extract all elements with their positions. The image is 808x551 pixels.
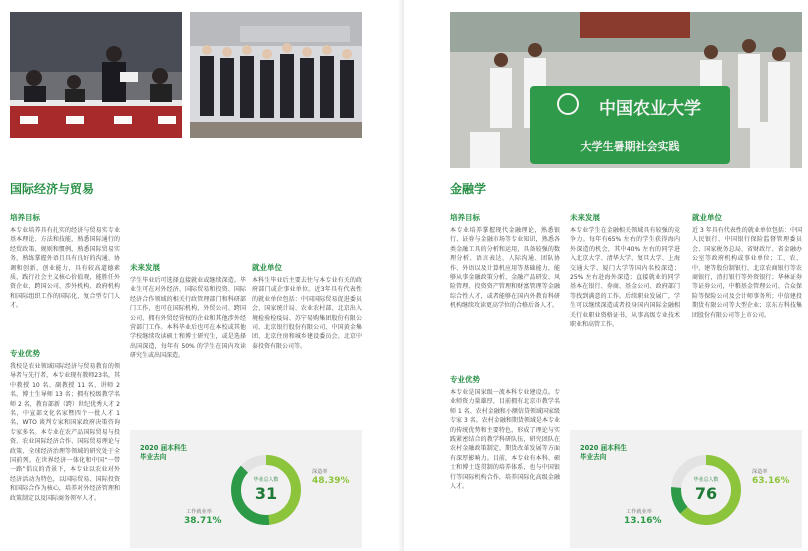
section-title: 国际经济与贸易	[10, 182, 95, 196]
employer-text: 本科生毕业后主要去往与本专业有关的政府部门或企事业单位。近3年具有代表性的就业单位包括：中国国际贸易促进委员会、国家统计局、农业农村部、北京出入境检验检疫局、苏宁易购集团股份有限公司、北京银行股份有限公司、中国黄金集团、北京住房和城乡建设委员会、北京中泰投资有限公司等。	[252, 277, 362, 350]
right-page	[404, 0, 808, 551]
section-title: 金融学	[450, 182, 487, 196]
banner-text: 中国农业大学	[599, 99, 701, 119]
banner-subtext: 大学生暑期社会实践	[580, 140, 680, 153]
goal-heading: 培养目标	[450, 213, 480, 222]
photo-group-image	[190, 12, 362, 138]
stats-box	[570, 430, 802, 548]
donut-center-value: 76	[694, 484, 718, 503]
future-heading: 未来发展	[570, 213, 600, 222]
seg2-value: 38.71%	[184, 516, 222, 526]
seg1-label: 深造率	[752, 469, 768, 475]
photo-banner	[450, 12, 802, 168]
employer-heading: 就业单位	[692, 213, 722, 222]
future-heading: 未来发展	[130, 263, 160, 272]
advantage-heading: 专业优势	[450, 375, 480, 384]
employer-heading: 就业单位	[252, 263, 282, 272]
stats-box	[130, 430, 362, 548]
photo-meeting	[10, 12, 182, 138]
seg2-label: 工作就业率	[626, 509, 652, 515]
seg1-value: 63.16%	[752, 476, 790, 486]
advantage-heading: 专业优势	[10, 349, 40, 358]
stats-title-line2: 毕业去向	[580, 453, 607, 461]
photo-group	[190, 12, 362, 138]
advantage-text: 本专业是国家级一流本科专业建设点。专业师资力量雄厚，目前拥有北京市教学名师 1 名、农村金融和小额信贷领域国家级专家 3 名。农村金融和期货领域是本专业的传统优势和主要特色，形成了理论与实践紧密结合的教学科研队伍，研究团队在农村金融政策制定、期货改革发展等方面有深厚影响力。目前，本专业有本科、硕士和博士连贯制的培养体系，也与中国银行等国际机构合作，培养国际化高级金融人才。	[450, 389, 560, 491]
photo-meeting-image	[10, 12, 182, 138]
future-text: 本专业学生在金融相关领域具有较强的竞争力。每年有65% 左右的学生获得海内外深造的机会，其中40% 左右的同学进入北京大学、清华大学、复旦大学、上海交通大学、厦门大学等国内名校深造；25% 左右赴海外深造；直接就业的同学基本在银行、券商、基金公司、政府部门等找到满意的工作。后续职业发展广，学生可以继续深造或者投身国内国际金融相关行业职业资格证书，从事高级专业技术职业和高管工作。	[570, 227, 680, 329]
employer-text: 近 3 年具有代表性的就业单位包括：中国人民银行、中国银行保险监督管理委员会、国家税务总局、省财政厅、省金融办公室等政府机构或事业单位；工、农、中、建等股份制银行，北京农商银行等农商银行，渣打银行等外资银行；华林证券等证券公司，中粮基金管理公司、合众保险等保险公司及会计师事务所；中信建投期货有限公司等大型企业；京东方科技集团股份有限公司等上市公司。	[692, 227, 802, 319]
seg2-label: 工作就业率	[186, 509, 212, 515]
goal-text: 本专业培养具有扎实的经济与贸易实专业基本理论、方法和技能，熟悉国际通行的经贸政策、规则和惯例，熟悉国际贸易实务，熟练掌握外语且具有良好的沟通、协调和创新、创业能力，具有较高道德素质，践行社会主义核心价值观，能胜任外资企业、跨国公司、涉外机构、政府机构和国际组织工作的国际化、复合型专门人才。	[10, 227, 120, 310]
seg2-value: 13.16%	[624, 516, 662, 526]
stats-title-line1: 2020 届本科生	[140, 444, 188, 452]
seg1-label: 深造率	[312, 469, 328, 475]
seg1-value: 48.39%	[312, 476, 350, 486]
stats-title-line1: 2020 届本科生	[580, 444, 628, 452]
donut-center-value: 31	[254, 484, 278, 503]
advantage-text: 我校是农业领域国际经济与贸易教育的领导者与先行者，本专业现有教师23名，其中教授 10 名、副教授 11 名、讲师 2 名，博士生导师 13 名；拥有校级教学名师 2 名，教育部新（跨）世纪优秀人才 2 名，中宣部文化名家暨四个一批人才 1 名，WTO 谈判专家和国家政府决策咨询专家多名。本专业在农产品国际贸易与投资、农业国际经济合作、国际贸易理论与政策、全球经济治理等领域的研究处于全国前列。在世界经济一体化和中国“一带一路”倡议的背景下，本专业以农业对外经济活动为特色，以国际贸易、国际投资和国际合作为核心，培养对外经济管理和政策制定以及国际商务领军人才。	[10, 363, 120, 502]
donut-center-label: 毕业总人数	[693, 477, 719, 483]
goal-heading: 培养目标	[10, 213, 40, 222]
stats-title	[580, 444, 627, 462]
photo-banner-image	[450, 12, 802, 168]
stats-title-line2: 毕业去向	[140, 453, 167, 461]
goal-text: 本专业培养掌握现代金融理论，熟悉银行、证券与金融市场等专业知识，熟悉各类金融工具的分析和运用，具备较强的数理分析、语言表达、人际沟通、团队协作、外语以及计算机应用等基础能力，能够从事金融政策分析、金融产品研发、风险管理、投资资产管理和财富管理等金融综合性人才，或者能够在国内外教育科研机构继续攻读更高学位的合格后备人才。	[450, 227, 560, 310]
stats-title	[140, 444, 187, 462]
donut-center-label: 毕业总人数	[253, 477, 279, 483]
future-text: 学生毕业后可选择直接就业或继续深造。毕业生可在对外经济、国际贸易和投资、国际经济合作领域的相关行政管理部门和科研部门工作，也可在国际机构、外贸公司、跨国公司、拥有外贸经营权的企业和其他涉外经营部门工作。本科毕业后也可在本校或其他学校继续攻读硕士和博士研究生，或是选择出国深造，每年有 50% 的学生在国内攻读研究生或出国深造。	[130, 277, 246, 360]
